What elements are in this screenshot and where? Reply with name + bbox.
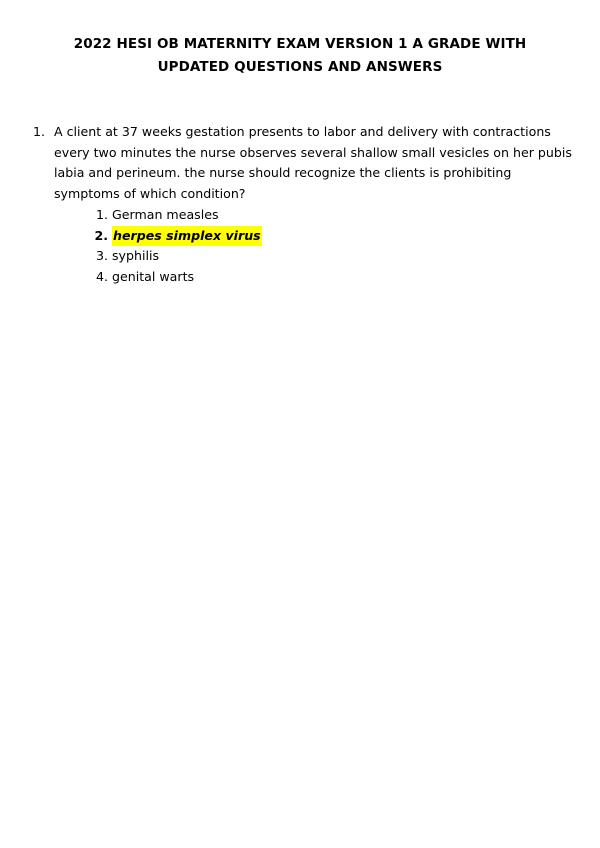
option-number: 1. — [95, 207, 108, 222]
document-title — [40, 33, 560, 79]
option-number: 3. — [95, 248, 108, 263]
option-label: syphilis — [112, 248, 160, 263]
highlighted-answer-label: herpes simplex virus — [112, 226, 262, 247]
option-label: genital warts — [112, 268, 195, 284]
title-line-1: 2022 HESI OB MATERNITY EXAM VERSION 1 A GRADE WITH — [73, 36, 527, 52]
option-label: German measles — [112, 207, 219, 222]
question-text-line: labia and perineum. the nurse should recognize the clients is prohibiting — [54, 165, 512, 180]
question-text-line: every two minutes the nurse observes several shallow small vesicles on her pubis — [54, 144, 572, 160]
question-text-line: symptoms of which condition? — [54, 185, 246, 201]
question-number: 1. — [33, 124, 46, 139]
option-number: 4. — [95, 268, 108, 284]
title-line-2: UPDATED QUESTIONS AND ANSWERS — [157, 59, 443, 75]
option-number: 2. — [94, 227, 108, 243]
question-text — [54, 122, 572, 284]
question-text-line: A client at 37 weeks gestation presents to labor and delivery with contractions — [54, 124, 551, 139]
